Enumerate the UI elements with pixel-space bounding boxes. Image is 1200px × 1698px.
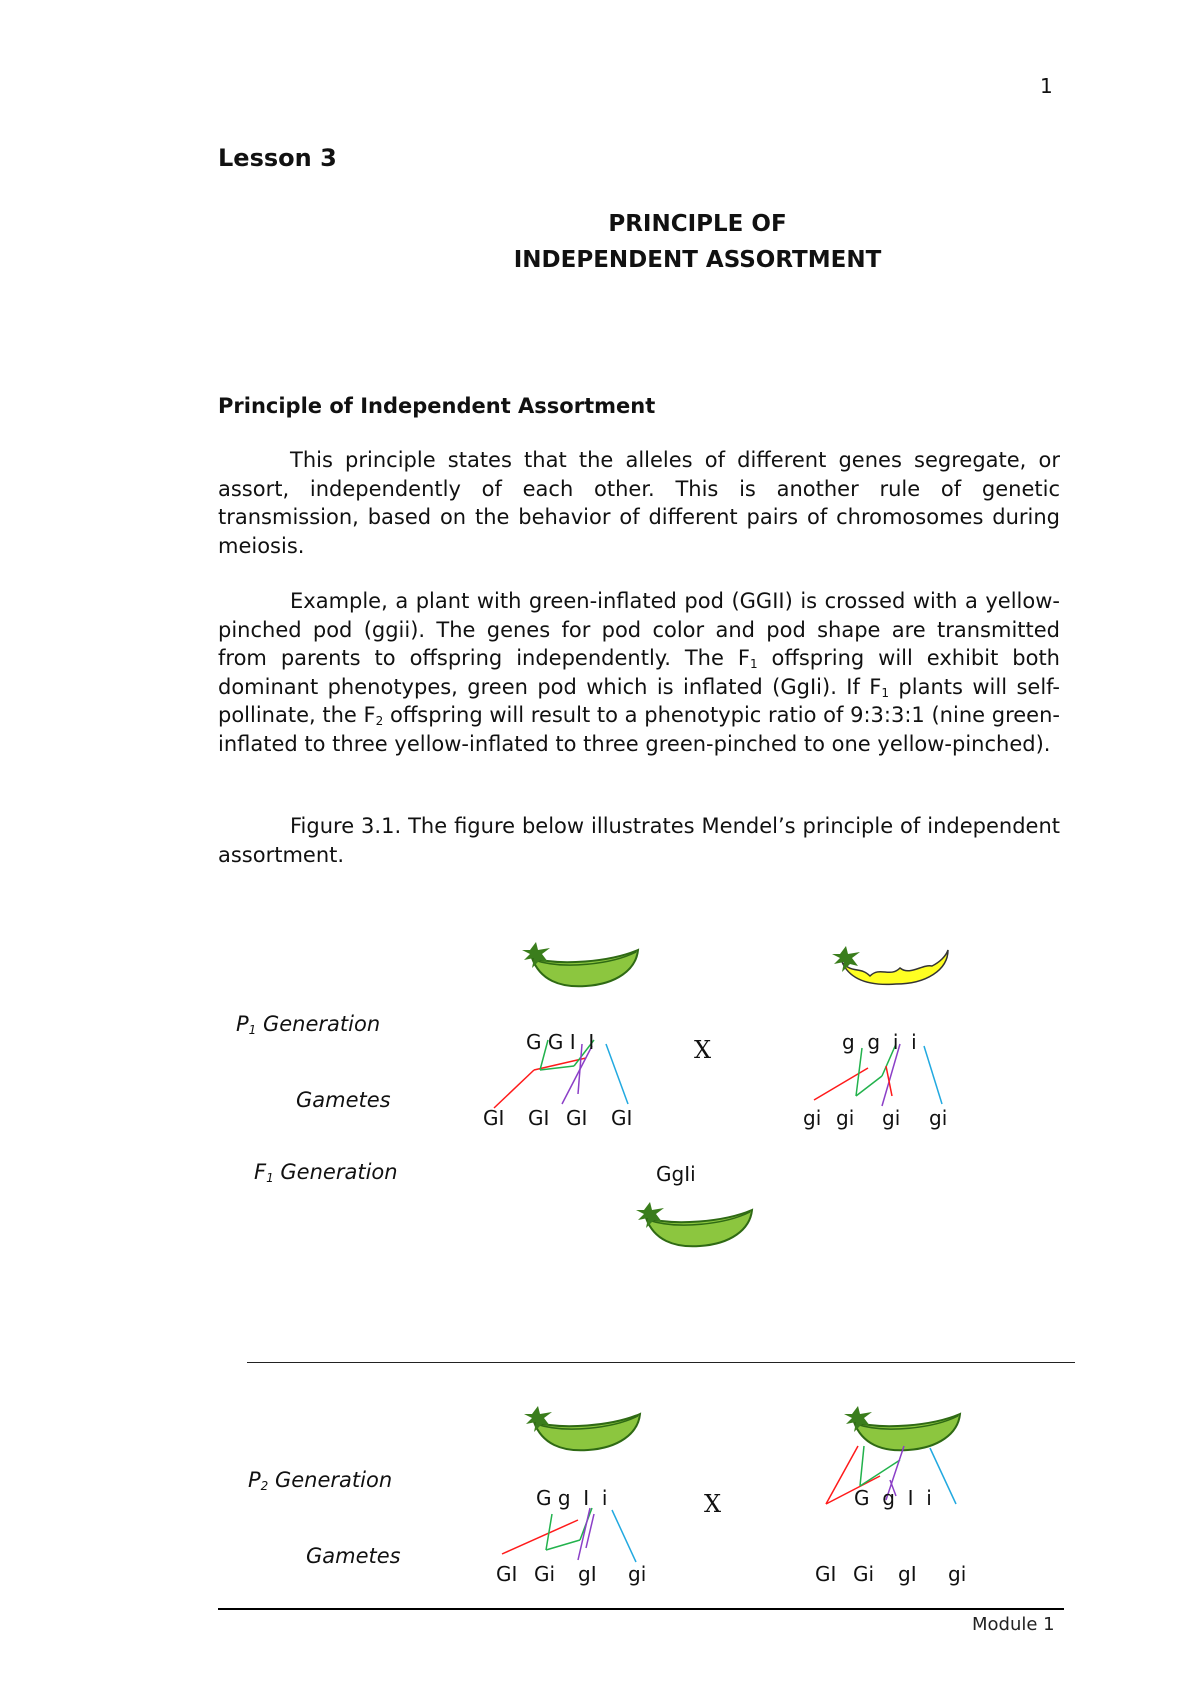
page-number: 1 [1040,74,1053,98]
footer-module: Module 1 [972,1614,1055,1635]
gamete: Gi [534,1562,556,1586]
gamete: gi [929,1106,948,1130]
paragraph-example-part-c: plants will self-pollinate, the F [218,674,1060,727]
gamete: GI [496,1562,518,1586]
gamete: gI [898,1562,917,1586]
gamete: Gi [853,1562,875,1586]
footer-rule [218,1608,1064,1610]
subscript: 1 [266,1171,274,1185]
parent1-genotype: G G I I [526,1030,595,1054]
paragraph-example-part-a: Example, a plant with green-inflated pod (GGII) is crossed with a yellow-pinched pod (ggii). The genes for pod color and pod shape are transmitted from parents to offspring independently. The F [218,589,1060,670]
label-text: Generation [268,1468,393,1492]
gamete: GI [483,1106,505,1130]
gametes-label: Gametes [306,1544,401,1568]
page-title-line2: INDEPENDENT ASSORTMENT [513,247,882,273]
p2-right-genotype: G g I i [854,1486,932,1510]
paragraph-example-part-b: offspring will exhibit both dominant phenotypes, green pod which is inflated (GgIi). If F [218,646,1060,699]
label-text: P [248,1468,261,1492]
section-heading: Principle of Independent Assortment [218,394,656,418]
paragraph-example-part-d: offspring will result to a phenotypic ratio of 9:3:3:1 (nine green-inflated to three yellow-inflated to three green-pinched to one yellow-pinched). [218,703,1060,756]
p2-left-genotype: G g I i [536,1486,608,1510]
p2-generation-label [248,1468,392,1492]
paragraph-figure-caption: Figure 3.1. The figure below illustrates Mendel’s principle of independent assortment. [218,814,1060,867]
divider [247,1362,1075,1363]
gamete: gi [882,1106,901,1130]
gamete: GI [528,1106,550,1130]
p1-generation-label [236,1012,380,1036]
label-text: F [254,1160,267,1184]
subscript: 2 [375,714,384,728]
lesson-heading: Lesson 3 [218,144,337,172]
paragraph-definition: This principle states that the alleles of different genes segregate, or assort, independently of each other. This is another rule of genetic transmission, based on the behavior of different pairs of chromosomes during meiosis. [218,448,1060,558]
subscript: 1 [881,685,890,700]
label-text: Generation [273,1160,398,1184]
subscript: 1 [248,1023,257,1037]
gamete: gi [628,1562,647,1586]
parent2-genotype: g g i i [842,1030,917,1054]
gamete: gi [836,1106,855,1130]
cross-symbol: X [704,1490,722,1518]
gamete: GI [566,1106,588,1130]
subscript: 2 [260,1479,269,1493]
gamete: gi [803,1106,822,1130]
f1-genotype: GgIi [656,1162,696,1186]
gamete: GI [611,1106,633,1130]
gametes-label: Gametes [296,1088,391,1112]
gamete: gI [578,1562,597,1586]
label-text: Generation [256,1012,381,1036]
gamete: GI [815,1562,837,1586]
subscript: 1 [749,657,758,671]
f1-generation-label [254,1160,398,1184]
gamete: gi [948,1562,967,1586]
page-title-line1: PRINCIPLE OF [608,211,787,237]
cross-symbol: X [694,1036,712,1064]
label-text: P [236,1012,249,1036]
